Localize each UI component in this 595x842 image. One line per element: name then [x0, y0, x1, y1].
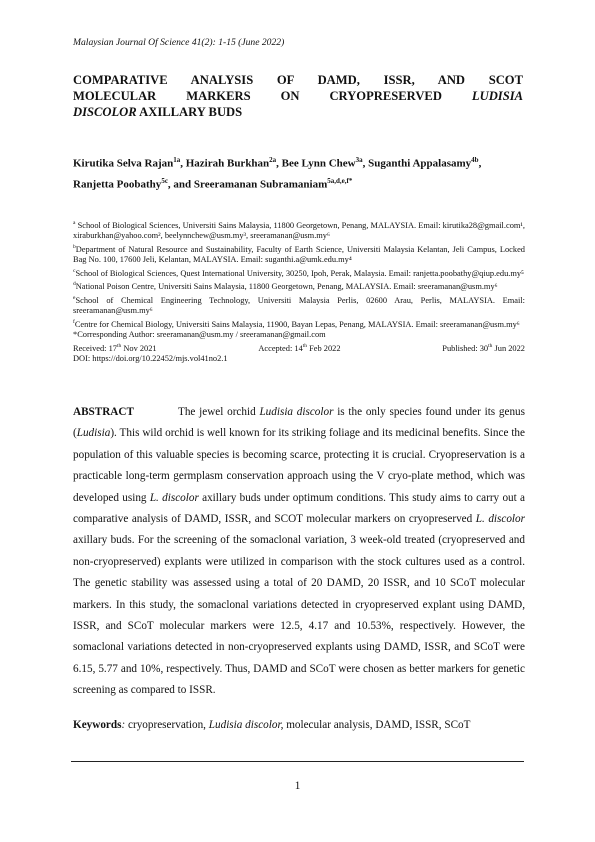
- affiliation-text: National Poison Centre, Universiti Sains Malaysia, 11800 Georgetown, Penang, MALAYSIA. Email: sreeramanan@usm.my⁶: [75, 282, 498, 292]
- affiliation-mark: d: [73, 281, 76, 288]
- author-separator: ,: [276, 157, 282, 170]
- author-list: [73, 152, 525, 193]
- abstract-text: The jewel orchid: [178, 406, 260, 418]
- abstract-text: axillary buds under optimum conditions. This study aims to carry out a comparative analysis of DAMD, ISSR, and SCOT molecular markers on cryopreserved: [73, 491, 526, 526]
- affiliation-mark: f: [73, 318, 75, 325]
- author-affiliation-mark: 2a: [269, 156, 277, 164]
- title-line-3: [73, 104, 523, 120]
- journal-header: Malaysian Journal Of Science 41(2): 1-15 (June 2022): [73, 37, 285, 48]
- abstract-genus: Ludisia: [76, 427, 111, 440]
- title-genus: LUDISIA: [471, 89, 523, 103]
- paper-title: [73, 72, 523, 120]
- author-separator: , and: [167, 178, 194, 191]
- author-separator: ,: [180, 157, 186, 170]
- abstract-species: L. discolor: [149, 491, 199, 504]
- keyword-species: Ludisia discolor,: [208, 719, 284, 731]
- affiliations: [73, 218, 525, 365]
- affiliation-text: School of Chemical Engineering Technology, Universiti Malaysia Perlis, 02600 Arau, Perlis, MALAYSIA. Email: sreeramanan@usm.my⁶: [73, 295, 525, 316]
- author-name: Ranjetta Poobathy: [73, 178, 162, 191]
- author-separator: ,: [478, 157, 482, 170]
- keywords-label: Keywords: [73, 719, 122, 731]
- title-line-2-text: MOLECULAR MARKERS ON CRYOPRESERVED: [73, 89, 442, 103]
- published-label: Published: 30: [442, 343, 489, 353]
- received-sup: th: [116, 342, 122, 349]
- abstract-text: is the only species found under its genus (: [73, 406, 526, 440]
- author-name: Sreeramanan Subramaniam: [193, 178, 328, 191]
- affiliation-text: School of Biological Sciences, Quest International University, 30250, Ipoh, Perak, Malaysia. Email: ranjetta.poobathy@qiup.edu.my⁵: [75, 268, 524, 278]
- author-separator: ,: [362, 157, 369, 170]
- author-name: Bee Lynn Chew: [281, 157, 356, 170]
- author-affiliation-mark: 3a: [355, 156, 363, 164]
- received-label: Received: 17: [73, 343, 117, 353]
- abstract-text: axillary buds. For the screening of the somaclonal variation, 3 week-old treated (cryopreserved and non-cryopreserved) explants were utilized in comparison with the stock cultures used as a control. The genetic stability was assessed using a total of 20 DAMD, 20 ISSR, and 10 SCoT molecular markers. In this study, the somaclonal variations detected in cryopreserved explant using DAMD, ISSR, and SCoT molecular markers were 12.5, 4.17 and 10.53%, respectively. However, the somaclonal variations detected in non-cryopreserved explants using DAMD, ISSR, and SCoT were 6.15, 5.77 and 10%, respectively. Thus, DAMD and SCoT were chosen as better markers for genetic screening as compared to ISSR.: [73, 534, 525, 697]
- footer-divider: [71, 761, 524, 762]
- affiliation: [73, 279, 525, 292]
- author-affiliation-mark: 5a,d,e,f*: [327, 176, 353, 185]
- affiliation-text: Department of Natural Resource and Sustainability, Faculty of Earth Science, Universiti Malaysia Kelantan, Jeli Campus, Locked Bag No. 100, 17600 Jeli, Kelantan, MALAYSIA. Email: suganthi.a@umk.edu.my⁴: [73, 244, 525, 265]
- affiliation-mark: e: [73, 294, 76, 301]
- article-dates: [73, 341, 525, 354]
- accepted-label: Accepted: 14: [258, 343, 303, 353]
- affiliation: [73, 218, 525, 242]
- doi-link[interactable]: DOI: https://doi.org/10.22452/mjs.vol41no2.1: [73, 354, 228, 364]
- affiliation-mark: c: [73, 267, 76, 274]
- author-name: Hazirah Burkhan: [185, 157, 270, 170]
- keyword-text: molecular analysis, DAMD, ISSR, SCoT: [283, 719, 471, 731]
- keywords-colon: :: [121, 719, 129, 731]
- published-date: [442, 341, 525, 354]
- affiliation: [73, 266, 525, 279]
- corresponding-author: *Corresponding Author: sreeramanan@usm.my / sreeramanan@gmail.com: [73, 330, 326, 340]
- accepted-rest: Feb 2022: [307, 343, 341, 353]
- published-rest: Jun 2022: [492, 343, 525, 353]
- published-sup: th: [488, 342, 493, 349]
- affiliation: [73, 317, 525, 330]
- title-line-1: COMPARATIVE ANALYSIS OF DAMD, ISSR, AND SCOT: [73, 73, 523, 87]
- affiliation: [73, 242, 525, 266]
- title-line-2: [73, 88, 523, 104]
- title-line-3-text: AXILLARY BUDS: [136, 105, 243, 119]
- abstract-species: L. discolor: [475, 513, 525, 526]
- received-date: [73, 341, 157, 354]
- keyword-text: cryopreservation,: [128, 719, 209, 731]
- affiliation: [73, 293, 525, 317]
- abstract-species: Ludisia discolor: [259, 406, 334, 418]
- abstract: [73, 402, 525, 702]
- affiliation-text: School of Biological Sciences, Universiti Sains Malaysia, 11800 Georgetown, Penang, MALAYSIA. Email: kirutika28@gmail.com¹, xiraburkhan@yahoo.com², beelynnchew@usm.my³, sreeramanan@usm.my⁶: [73, 220, 525, 241]
- author-affiliation-mark: 5c: [161, 176, 168, 185]
- keywords: [73, 719, 525, 731]
- abstract-heading: ABSTRACT: [73, 406, 134, 418]
- affiliation-mark: a: [73, 220, 76, 226]
- received-rest: Nov 2021: [121, 343, 157, 353]
- abstract-text: ). This wild orchid is well known for its striking foliage and its medicinal benefits. Since the population of this valuable species is becoming scarce, protecting it is crucial. Cryopreservation is a practicable long-term germplasm conservation approach using the V cryo-plate method, which was developed using: [73, 427, 525, 504]
- accepted-sup: th: [302, 342, 308, 349]
- title-species: DISCOLOR: [73, 105, 137, 119]
- author-name: Suganthi Appalasamy: [368, 157, 472, 170]
- page-number: 1: [294, 780, 301, 792]
- affiliation-text: Centre for Chemical Biology, Universiti Sains Malaysia, 11900, Bayan Lepas, Penang, MALAYSIA. Email: sreeramanan@usm.my⁶: [74, 319, 520, 329]
- accepted-date: [258, 341, 340, 354]
- author-affiliation-mark: 1a: [173, 156, 181, 164]
- author-name: Kirutika Selva Rajan: [73, 157, 174, 170]
- affiliation-mark: b: [73, 243, 76, 250]
- author-affiliation-mark: 4b: [471, 156, 479, 164]
